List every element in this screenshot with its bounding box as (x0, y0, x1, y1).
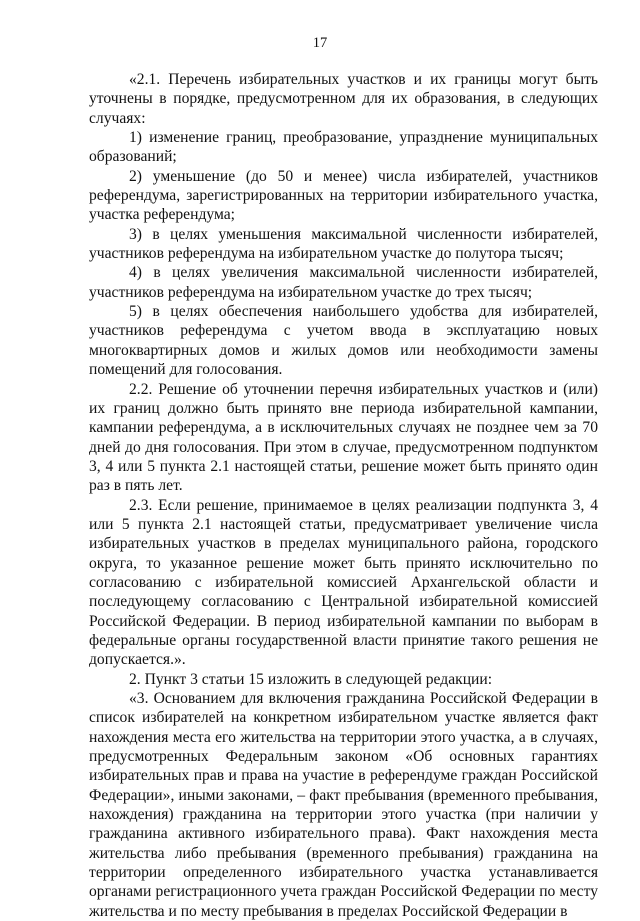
document-body (89, 70, 598, 921)
paragraph-subitem-5: 5) в целях обеспечения наибольшего удобства для избирателей, участников референдума с учетом ввода в эксплуатацию новых многоквартирных домов и жилых домов или необходимости замены помещений для голосования. (89, 303, 598, 379)
paragraph-2-1: «2.1. Перечень избирательных участков и их границы могут быть уточнены в порядке, предусмотренном для их образования, в следующих случаях: (89, 71, 598, 127)
paragraph-amendment-2: 2. Пункт 3 статьи 15 изложить в следующей редакции: (129, 670, 493, 688)
paragraph-2-3: 2.3. Если решение, принимаемое в целях реализации подпункта 3, 4 или 5 пункта 2.1 настоящей статьи, предусматривает увеличение числа избирательных участков в пределах муниципального района, городского округа, то указанное решение может быть принято исключительно по согласованию с избирательной комиссией Архангельской области и последующему согласованию с Центральной избирательной комиссией Российской Федерации. В период избирательной кампании по выборам в федеральные органы государственной власти принятие такого решения не допускается.». (89, 496, 598, 669)
paragraph-subitem-2: 2) уменьшение (до 50 и менее) числа избирателей, участников референдума, зарегистрированных на территории избирательного участка, участка референдума; (89, 167, 598, 224)
paragraph-subitem-3: 3) в целях уменьшения максимальной численности избирателей, участников референдума на избирательном участке до полутора тысяч; (89, 225, 598, 263)
page-number: 17 (312, 35, 328, 51)
paragraph-subitem-4: 4) в целях увеличения максимальной численности избирателей, участников референдума на избирательном участке до трех тысяч; (89, 264, 598, 301)
paragraph-subitem-1: 1) изменение границ, преобразование, упразднение муниципальных образований; (89, 129, 598, 166)
paragraph-2-2: 2.2. Решение об уточнении перечня избирательных участков и (или) их границ должно быть принято вне периода избирательной кампании, кампании референдума, а в исключительных случаях не позднее чем за 70 дней до дня голосования. При этом в случае, предусмотренном подпунктом 3, 4 или 5 пункта 2.1 настоящей статьи, решение может быть принято один раз в пять лет. (89, 380, 598, 495)
paragraph-clause-3: «3. Основанием для включения гражданина Российской Федерации в список избирателей на конкретном избирательном участке является факт нахождения места его жительства на территории этого участка, а в случаях, предусмотренных Федеральным законом «Об основных гарантиях избирательных прав и права на участие в референдуме граждан Российской Федерации», иными законами, – факт пребывания (временного пребывания, нахождения) гражданина на территории этого участка (при наличии у гражданина активного избирательного права). Факт нахождения места жительства либо пребывания (временного пребывания) гражданина на территории определенного избирательного участка устанавливается органами регистрационного учета граждан Российской Федерации по месту жительства и по месту пребывания в пределах Российской Федерации в (89, 690, 598, 920)
